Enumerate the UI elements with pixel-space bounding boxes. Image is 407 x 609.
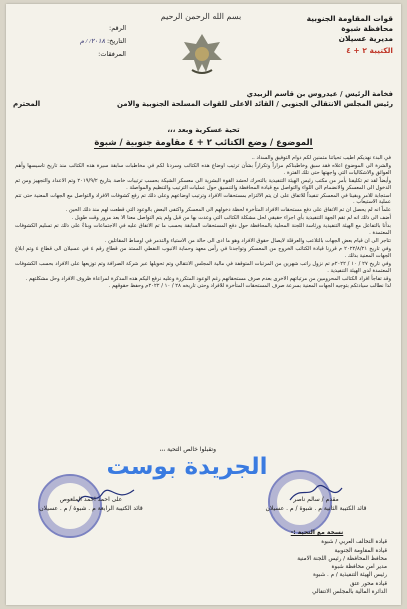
emblem-icon	[178, 30, 226, 78]
copies-list	[247, 529, 387, 596]
addressee-name: فخامة الرئيس / عيدروس بن قاسم الزبيدي	[246, 90, 393, 98]
body-paragraph: بدأنا بالتفاعل مع الهيئة التنفيذية ورئاسة اللجنة المحلية بالمحافظة حول دفع المستحقات السابقة بحسب ما تم الاتفاق عليه في الاجتماعات وبناءً على ذلك تم تسليم الكشوفات المعتمدة .	[15, 223, 391, 237]
copies-item: قيادة محور عتق	[350, 580, 387, 587]
subject-line	[6, 138, 401, 148]
signature-block-left	[16, 482, 166, 513]
organization-header	[273, 14, 393, 56]
reference-block	[16, 22, 126, 61]
body-paragraph: وقد تفاجأ افراد الكتائب المحرومين من مرتباتهم الاخرى بعدم صرف مستحقاتهم رغم الوعود المتكررة وعليه نرفع اليكم هذه المذكرة لمراعاة ظروف الافراد وحل مشكلتهم .	[25, 275, 391, 282]
body-paragraph: استجابة للامر وبقينا في المعسكر تنفيذاً للاتفاق على ان يتم الالتزام بمستحقات الافراد وترتيب اوضاعهم وعلى ذلك تم رفع كشوفات الافراد والتواصل مع الجهات المعنية حتى تتم عملية الاستيعاب .	[15, 192, 391, 206]
body-paragraph: وفي تاريخ ٢٠٢٢/٨/٢١ م قررنا قيادة الكتائب الخروج من المعسكر وتواجدنا في رأس معهد وحماية الانبوب النفطي الممتد من قطاع رقم ٤ في عسيلان الى قطاع ٤ وتم ابلاغ الجهات المعنية بذلك .	[15, 245, 391, 259]
signatory-title: قائد الكتيبة الثانية م . شبوة / م . عسيلان	[265, 504, 367, 512]
brigade-label: الكتيبة ٢ + ٤	[346, 46, 393, 55]
letter-body	[15, 155, 391, 291]
copies-item: قيادة المقاومة الجنوبية	[334, 547, 387, 554]
body-paragraph: تتاجر الى ان قيام بعض الجهات بالتلاعب والعرقلة لايصال حقوق الافراد وهو ما ادى الى حالة من الاستياء والتذمر في اوساط المقاتلين .	[104, 237, 391, 244]
org-line: محافظة شبوة	[341, 24, 393, 33]
addressee-block	[13, 90, 393, 109]
watermark-text: الجريدة بوست	[106, 454, 268, 480]
body-paragraph: في البدء نهديكم اطيب تحياتنا متمنين لكم دوام التوفيق والسداد ..	[251, 155, 391, 161]
copies-heading: نسخة مع التحية :-	[290, 529, 344, 536]
org-line: مديرية عسيلان	[338, 34, 393, 43]
body-paragraph: لذا نطالب سيادتكم بتوجيه الجهات المعنية بسرعة صرف المستحقات المتأخرة للافراد وحتى تاريخه ٢٨ / ١٠ / ٢٠٢٢م وحفظ حقوقهم .	[108, 283, 391, 290]
copies-item: الدائرة المالية بالمجلس الانتقالي	[312, 589, 387, 596]
copies-item: قيادة التحالف العربي / شبوة	[321, 539, 387, 546]
subject-text: الموضوع / وضع الكتائب ٢ + ٤ مقاومة جنوبية / شبوة	[94, 138, 313, 148]
body-paragraph: والشرة الى الموضوع اعلاه فقد سبق وخاطبناكم مراراً وتكراراً بشأن ترتيب اوضاع هذه الكتائب وسردنا لكم في مخاطبات سابقة سيرة هذه الكتائب منذ تاريخ تاسيسها وأهم العوائق والاشكاليات التي واجهتها حتى تلك الفترة .	[15, 162, 391, 176]
addressee-title: رئيس المجلس الانتقالي الجنوبي / القائد الاعلى للقوات المسلحة الجنوبية والامن	[116, 99, 393, 108]
closing-line: وتقبلوا خالص التحية ،،،	[159, 446, 216, 453]
body-paragraph: أضف الى ذلك انه لم تقم الجهة التنفيذية بأي اجراء حقيقي لحل مشكلة الكتائب التي وعدت بها من قبل ولم يتم التواصل معنا الا بعد مرور وقت طويل .	[71, 215, 391, 222]
copies-item: محافظ المحافظة / رئيس اللجنة الامنية	[297, 555, 387, 562]
org-line: قوات المقاومة الجنوبية	[306, 14, 393, 23]
copies-item: مدير امن محافظة شبوة	[331, 564, 387, 571]
ref-attachments: المرفقات:	[98, 50, 126, 58]
greeting: تحية عسكرية وبعد ،،،	[167, 126, 240, 134]
bismillah: بسم الله الرحمن الرحيم	[160, 12, 242, 21]
honorific: المحترم	[13, 99, 41, 108]
body-paragraph: وفي تاريخ ٢٧ / ١٠ / ٢٠٢٢م تم نزول راتب شهرين من المرتبات المتوقفة في مالية المجلس الانتقالي وتم تحويلها عبر شركة الصرافة وتم توزيعها على الافراد بحسب الكشوفات المعتمدة لدى الهيئة التنفيذية .	[15, 260, 391, 274]
ref-number: الرقم:	[109, 24, 126, 32]
body-paragraph: علماً انه لم يحصل ان تم الاتفاق على دفع مستحقات الافراد المتأخرة لحظة دخولهم الى المعسكر واكتفى البعض بالوعود التي قطعت لهم منذ ذلك الحين .	[65, 207, 391, 214]
copies-item: رئيس الهيئة التنفيذية / م . شبوة	[313, 572, 387, 579]
signatory-title: قائد الكتيبة الرابعة م . شبوة / م . عسيلان	[39, 504, 143, 512]
signature-block-right	[241, 482, 391, 513]
body-paragraph: وأيضاً لقد تم تكليفنا بأمر من مكتب رئيس الهيئة التنفيذية بالتحرك لحشد القوة البشرية الى معسكر الشيكة بحسب ترتيبات خاصة بتاريخ ٢٠١٩/٩/٢ وتم الاعداد والتجهيز ومن ثم الدخول الى المعسكر والانضمام الى اللواء والتواصل مع قيادة المحافظة والتنسيق حول عمليات الترتيب والتنظيم والمواصلة .	[15, 177, 391, 191]
ref-date: التاريخ: ٢٠١٨/ / م	[80, 37, 126, 45]
document-page	[6, 4, 401, 605]
signatory-name: مقدم / سالم ناصر	[293, 496, 339, 503]
signatory-name: على احمد احمد الملعوص	[59, 496, 123, 503]
